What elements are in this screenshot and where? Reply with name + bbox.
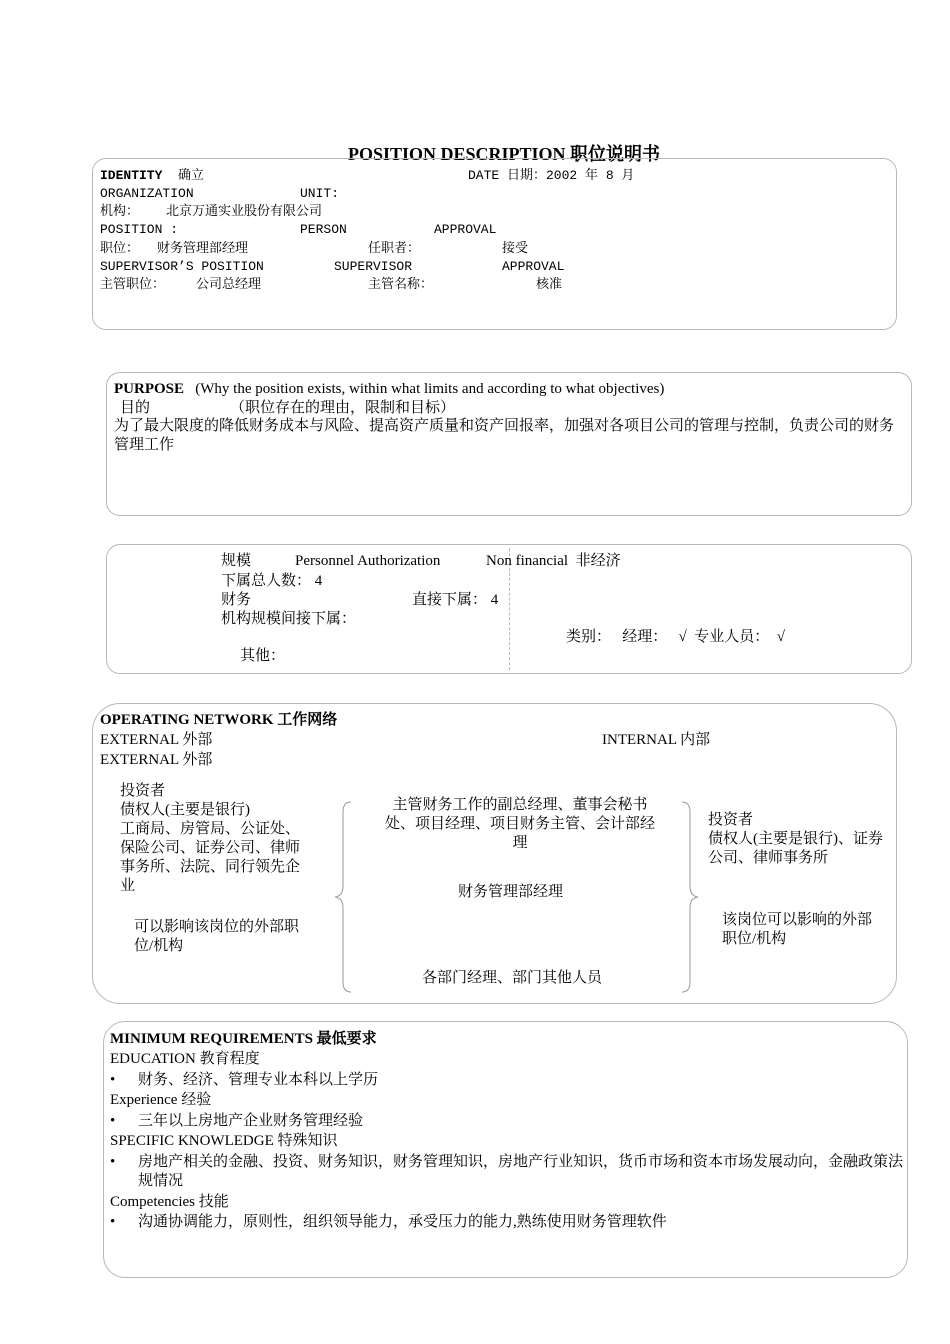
supervisor-position-en-label: SUPERVISOR’S POSITION [100,259,264,274]
purpose-heading-cn-note: （职位存在的理由，限制和目标） [230,400,456,416]
knowledge-text: 房地产相关的金融、投资、财务知识，财务管理知识，房地产行业知识，货币市场和资本市场发展动向，金融政策法规情况 [138,1154,904,1189]
organization-en-label: ORGANIZATION [100,186,194,201]
experience-text: 三年以上房地产企业财务管理经验 [138,1113,364,1129]
bullet-icon: • [110,1214,116,1230]
left-brace-icon [333,800,353,994]
identity-heading [100,167,204,185]
bullet-icon: • [110,1154,116,1170]
incumbent-label: 任职者： [368,241,421,256]
identity-heading-cn: 确立 [178,168,205,183]
purpose-heading-en: PURPOSE [114,381,185,397]
external-label-1: EXTERNAL 外部 [100,732,213,748]
external-influenced-list [708,811,883,868]
purpose-heading-cn: 目的 [120,400,151,416]
category-label: 类别： [566,629,612,645]
education-label: EDUCATION 教育程度 [110,1051,260,1067]
manager-label: 经理： [622,629,668,645]
direct-subordinates [412,591,498,610]
list-item: 投资者 [708,812,754,828]
category-row [566,628,785,647]
unit-en-label: UNIT: [300,186,340,201]
approve-label: 核准 [536,277,563,292]
scale-label: 规模 [221,553,252,569]
supervisor-position-label: 主管职位： [100,277,166,292]
list-item: 工商局、房管局、公证处、保险公司、证券公司、律师事务所、法院、同行领先企业 [120,821,301,894]
finance-label: 财务 [221,592,252,608]
bullet-icon: • [110,1113,116,1129]
experience-item [110,1112,900,1132]
approval-en-label-2: APPROVAL [502,259,565,274]
knowledge-label: SPECIFIC KNOWLEDGE 特殊知识 [110,1133,338,1149]
purpose-heading [114,380,664,399]
supervisor-name-label: 主管名称： [368,277,434,292]
internal-label: INTERNAL 内部 [602,732,711,748]
list-item: 债权人(主要是银行) [120,802,250,818]
education-item [110,1071,900,1091]
external-influenced-note: 该岗位可以影响的外部职位/机构 [722,912,873,947]
competencies-item [110,1213,900,1233]
organization-value: 北京万通实业股份有限公司 [166,204,323,219]
professional-label: 专业人员： [694,629,770,645]
supervisor-position-value: 公司总经理 [196,277,262,292]
purpose-heading-note: (Why the position exists, within what limits and according to what objectives) [195,381,665,397]
list-item: 投资者 [120,783,166,799]
other-label: 其他： [240,648,286,664]
non-financial-label [486,552,621,571]
education-text: 财务、经济、管理专业本科以上学历 [138,1072,379,1088]
direct-subordinates-value: 4 [490,592,499,608]
non-financial-en: Non financial [486,553,569,569]
supervisor-en-label: SUPERVISOR [334,259,413,274]
total-subordinates-value: 4 [314,573,323,589]
internal-superiors: 主管财务工作的副总经理、董事会秘书处、项目经理、项目财务主管、会计部经理 [384,797,655,851]
non-financial-cn: 非经济 [575,553,621,569]
date-field: DATE 日期：2002 年 8 月 [468,168,635,183]
bullet-icon: • [110,1072,116,1088]
knowledge-item [110,1153,905,1193]
position-en-label: POSITION : [100,222,179,237]
indirect-subordinates-label: 机构规模间接下属： [221,611,357,627]
experience-label: Experience 经验 [110,1092,212,1108]
position-label: 职位： [100,241,140,256]
internal-subordinates: 各部门经理、部门其他人员 [422,970,603,986]
person-en-label: PERSON [300,222,347,237]
external-influencers-list [120,782,300,896]
accept-label: 接受 [502,241,529,256]
external-label-2: EXTERNAL 外部 [100,752,213,768]
list-item: 债权人(主要是银行)、证券公司、律师事务所 [708,831,883,866]
external-influencers-note: 可以影响该岗位的外部职位/机构 [134,919,300,954]
page-title: POSITION DESCRIPTION 职位说明书 [348,144,661,164]
right-brace-icon [680,800,700,994]
competencies-text: 沟通协调能力，原则性，组织领导能力，承受压力的能力,熟练使用财务管理软件 [138,1214,667,1230]
network-heading: OPERATING NETWORK 工作网络 [100,712,338,728]
identity-heading-en: IDENTITY [100,168,163,183]
position-value: 财务管理部经理 [157,241,249,256]
requirements-heading: MINIMUM REQUIREMENTS 最低要求 [110,1031,377,1047]
direct-subordinates-label: 直接下属： [412,592,488,608]
total-subordinates [221,572,322,591]
position-center-label: 财务管理部经理 [458,884,564,900]
personnel-authorization-label: Personnel Authorization [295,553,441,569]
approval-en-label: APPROVAL [434,222,497,237]
professional-check-icon: √ [776,629,786,645]
competencies-label: Competencies 技能 [110,1194,229,1210]
purpose-text: 为了最大限度的降低财务成本与风险、提高资产质量和资产回报率，加强对各项目公司的管理与控制，负责公司的财务管理工作 [114,418,895,453]
total-subordinates-label: 下属总人数： [221,573,312,589]
manager-check-icon: √ [678,629,687,645]
organization-label: 机构： [100,204,140,219]
